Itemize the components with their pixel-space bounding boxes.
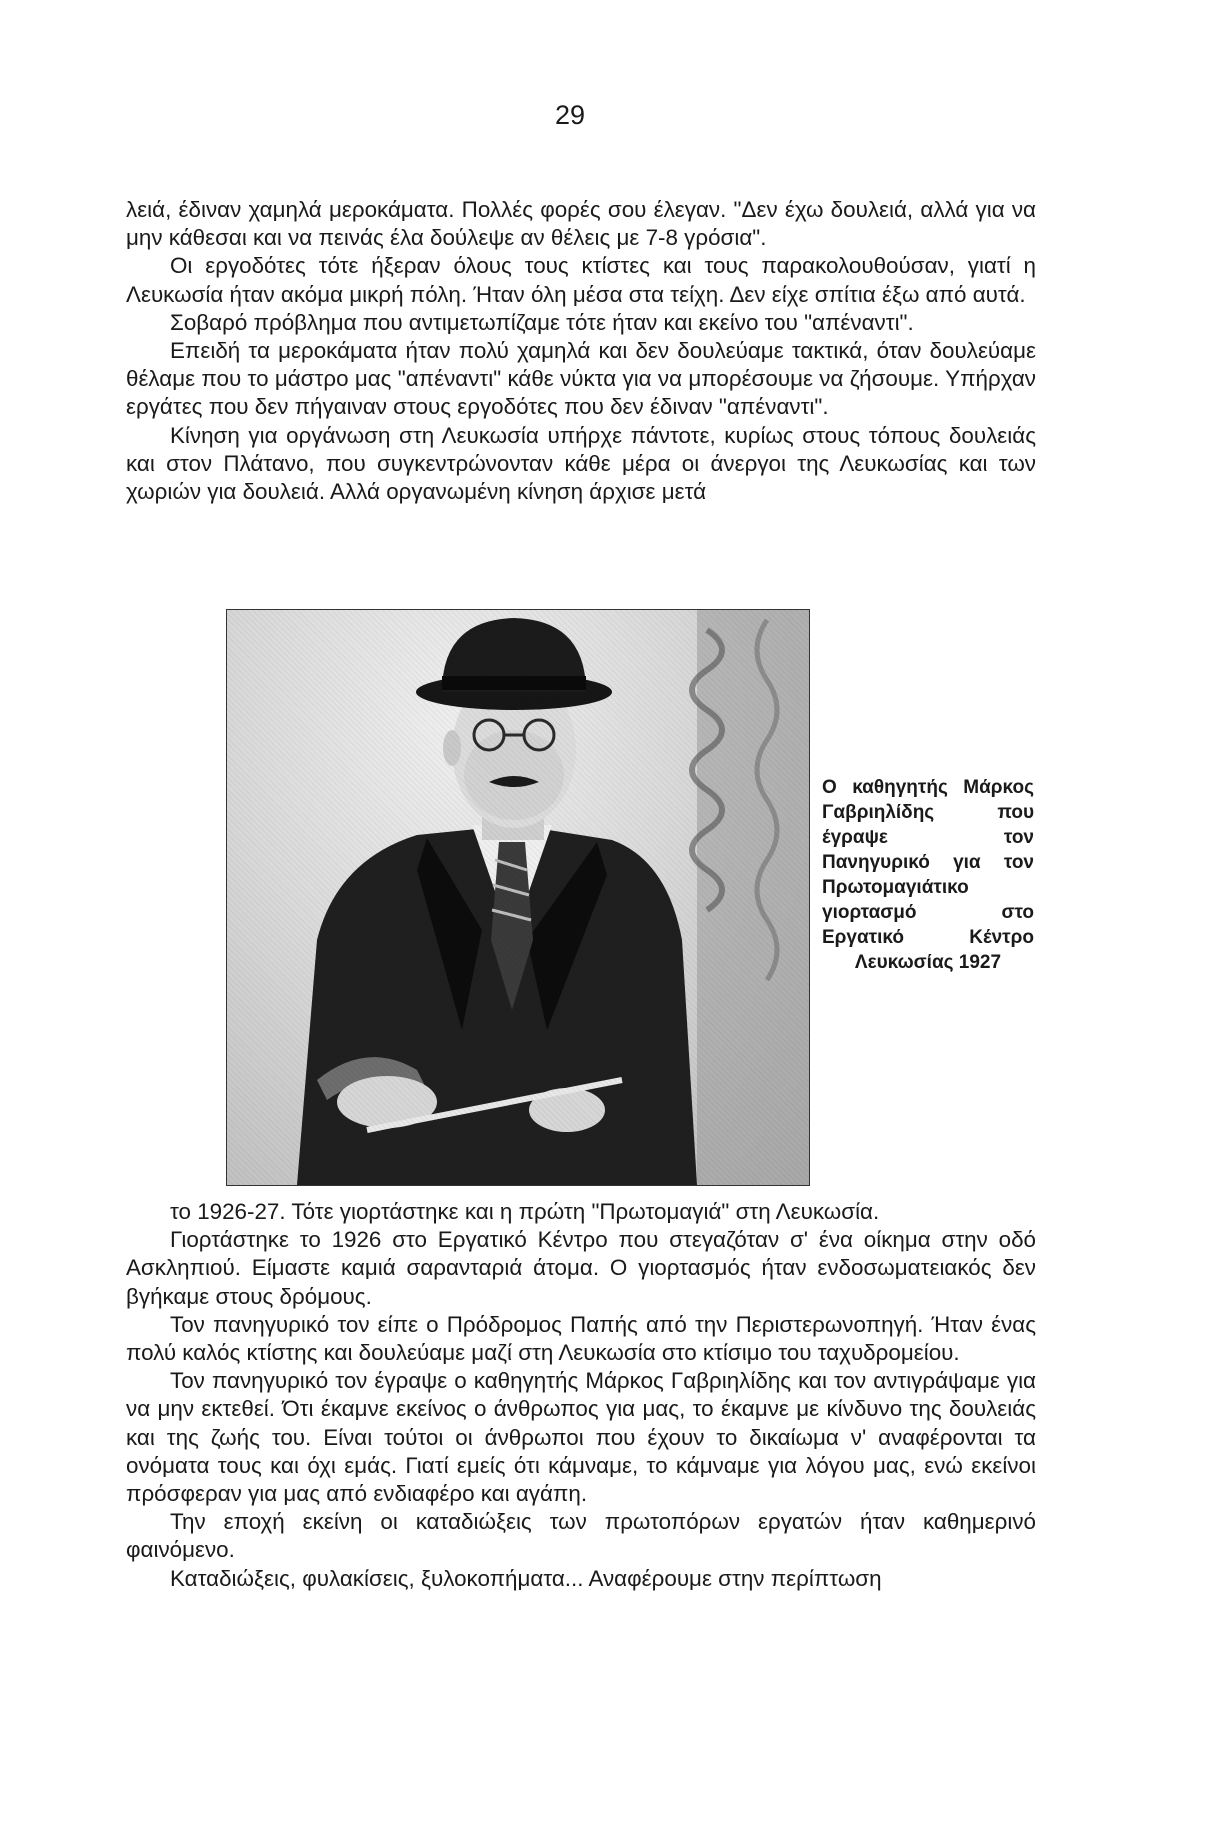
paragraph: το 1926-27. Τότε γιορτάστηκε και η πρώτη "Πρωτομαγιά" στη Λευκωσία. <box>170 1199 880 1224</box>
page-number: 29 <box>554 100 586 130</box>
paragraph: Την εποχή εκείνη οι καταδιώξεις των πρωτοπόρων εργατών ήταν καθημερινό φαινόμενο. <box>126 1509 1036 1563</box>
paragraph: Καταδιώξεις, φυλακίσεις, ξυλοκοπήματα... Αναφέρουμε στην περίπτωση <box>170 1565 882 1591</box>
paragraph: Γιορτάστηκε το 1926 στο Εργατικό Κέντρο που στεγαζόταν σ' ένα οίκημα στην οδό Ασκληπιού. Είμαστε καμιά σαρανταριά άτομα. Ο γιορτασμός ήταν ενδοσωματειακός δεν βγήκαμε στους δρόμους. <box>126 1227 1036 1309</box>
paragraph: Οι εργοδότες τότε ήξεραν όλους τους κτίστες και τους παρακολουθούσαν, γιατί η Λευκωσία ήταν ακόμα μικρή πόλη. Ήταν όλη μέσα στα τείχη. Δεν είχε σπίτια έξω από αυτά. <box>126 253 1036 307</box>
paragraph: Τον πανηγυρικό τον είπε ο Πρόδρομος Παπής από την Περιστερωνοπηγή. Ήταν ένας πολύ καλός κτίστης και δουλεύαμε μαζί στη Λευκωσία στο κτίσιμο του ταχυδρομείου. <box>126 1311 1036 1366</box>
paragraph: Τον πανηγυρικό τον έγραψε ο καθηγητής Μάρκος Γαβριηλίδης και τον αντιγράψαμε για να μην εκτεθεί. Ότι έκαμνε εκείνος ο άνθρωπος για μας, το έκαμνε με κίνδυνο της δουλειάς και της ζωής του. Είναι τούτοι οι άνθρωποι που έχουν το δικαίωμα ν' αναφέρονται τα ονόματα τους και όχι εμάς. Γιατί εμείς ότι κάμναμε, το κάμναμε για λόγου μας, ενώ εκείνοι πρόσφεραν για μας από ενδιαφέρο και αγάπη. <box>126 1368 1036 1507</box>
paragraph: Σοβαρό πρόβλημα που αντιμετωπίζαμε τότε ήταν και εκείνο του "απέναντι". <box>170 309 914 335</box>
portrait-illustration <box>227 610 809 1185</box>
paragraph: Επειδή τα μεροκάματα ήταν πολύ χαμηλά και δεν δουλεύαμε τακτικά, όταν δουλεύαμε θέλαμε που το μάστρο μας "απέναντι" κάθε νύκτα για να μπορέσουμε να ζήσουμε. Υπήρχαν εργάτες που δεν πήγαιναν στους εργοδότες που δεν έδιναν "απέναντι". <box>126 338 1036 420</box>
text-block-bottom <box>126 1198 1036 1593</box>
paragraph: Κίνηση για οργάνωση στη Λευκωσία υπήρχε πάντοτε, κυρίως στους τόπους δουλειάς και στον Πλάτανο, που συγκεντρώνονταν κάθε μέρα οι άνεργοι της Λευκωσίας και των χωριών για δουλειά. Αλλά οργανωμένη κίνηση άρχισε μετά <box>126 422 1036 505</box>
photo-caption: Ο καθηγητής Μάρκος Γαβριηλίδης που έγραψε τον Πανηγυρικό για τον Πρωτομαγιάτικο γιορτασμό στο Εργατικό Κέντρο Λευκωσίας 1927 <box>822 777 1034 973</box>
portrait-photo <box>226 609 810 1186</box>
text-block-top <box>126 196 1036 506</box>
paragraph: λειά, έδιναν χαμηλά μεροκάματα. Πολλές φορές σου έλεγαν. "Δεν έχω δουλειά, αλλά για να μην κάθεσαι και να πεινάς έλα δούλεψε αν θέλεις με 7-8 γρόσια". <box>126 197 1036 251</box>
